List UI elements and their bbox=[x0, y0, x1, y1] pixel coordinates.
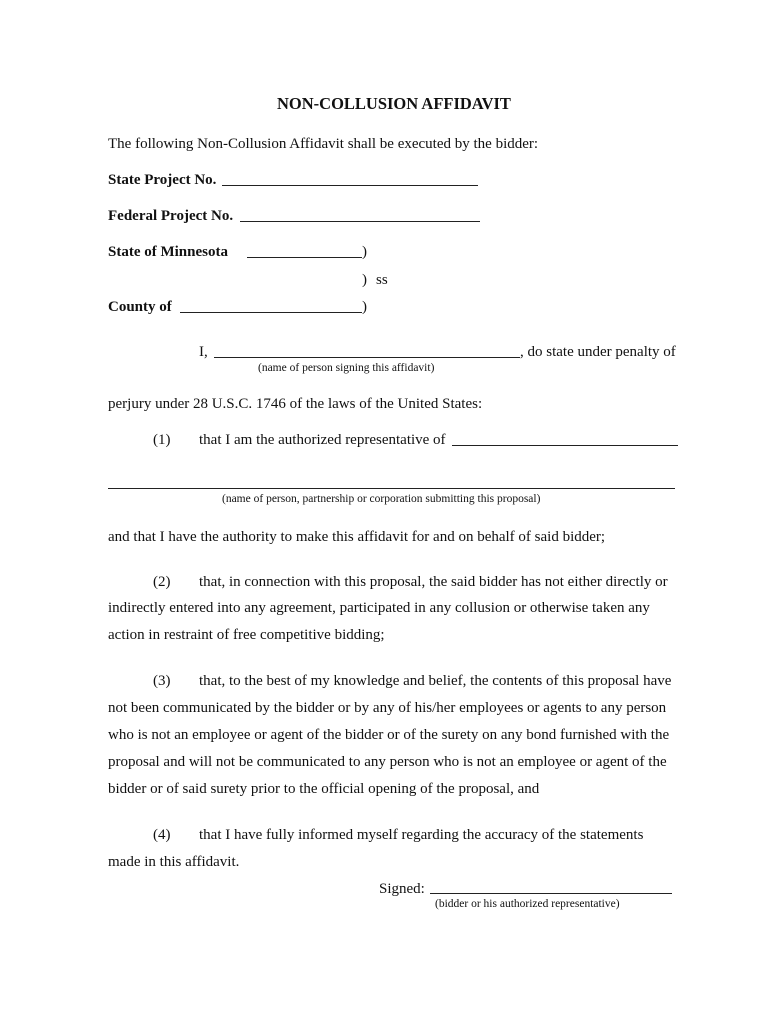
item-3-line-3: who is not an employee or agent of the bidder or of the surety on any bond furnished with the bbox=[108, 727, 670, 743]
representative-input[interactable] bbox=[452, 429, 678, 447]
signed-label: Signed: bbox=[379, 881, 425, 897]
item-3-line-4: proposal and will not be communicated to any person who is not an employee or agent of the bbox=[108, 754, 667, 770]
item-2-line-1: that, in connection with this proposal, the said bidder has not either directly or bbox=[199, 574, 668, 590]
county-label: County of bbox=[108, 299, 172, 315]
item-3-line-1: that, to the best of my knowledge and belief, the contents of this proposal have bbox=[199, 673, 672, 689]
state-label: State of Minnesota bbox=[108, 244, 228, 260]
federal-project-label: Federal Project No. bbox=[108, 208, 234, 224]
item-2-number: (2) bbox=[153, 574, 171, 590]
penalty-text: , do state under penalty of bbox=[520, 344, 676, 360]
item-4-line-1: that I have fully informed myself regarding the accuracy of the statements bbox=[199, 827, 644, 843]
page-title: NON-COLLUSION AFFIDAVIT bbox=[277, 94, 511, 113]
state-project-label: State Project No. bbox=[108, 172, 217, 188]
state-paren: ) bbox=[362, 244, 367, 260]
signer-name-caption: (name of person signing this affidavit) bbox=[258, 362, 435, 374]
item-3-line-2: not been communicated by the bidder or by any of his/her employees or agents to any person bbox=[108, 700, 667, 716]
item-1-number: (1) bbox=[153, 432, 171, 448]
county-input[interactable] bbox=[180, 296, 362, 314]
item-2-line-3: action in restraint of free competitive bidding; bbox=[108, 627, 385, 643]
item-4-line-2: made in this affidavit. bbox=[108, 854, 240, 870]
intro-text: The following Non-Collusion Affidavit shall be executed by the bidder: bbox=[108, 136, 539, 152]
ss-paren: ) bbox=[362, 272, 367, 288]
item-4-number: (4) bbox=[153, 827, 171, 843]
state-project-input[interactable] bbox=[222, 169, 478, 187]
ss-label: ss bbox=[376, 272, 388, 288]
item-1-text: that I am the authorized representative of bbox=[199, 432, 446, 448]
federal-project-input[interactable] bbox=[240, 205, 480, 223]
item-3-number: (3) bbox=[153, 673, 171, 689]
authority-text: and that I have the authority to make this affidavit for and on behalf of said bidder; bbox=[108, 529, 606, 545]
county-paren: ) bbox=[362, 299, 367, 315]
bidder-name-caption: (name of person, partnership or corporation submitting this proposal) bbox=[222, 493, 541, 505]
signature-caption: (bidder or his authorized representative) bbox=[435, 898, 620, 910]
perjury-text: perjury under 28 U.S.C. 1746 of the laws of the United States: bbox=[108, 396, 483, 412]
item-3-line-5: bidder or of said surety prior to the official opening of the proposal, and bbox=[108, 781, 540, 797]
signer-name-input[interactable] bbox=[214, 341, 520, 359]
i-label: I, bbox=[199, 344, 208, 360]
bidder-name-input[interactable] bbox=[108, 472, 675, 490]
state-input[interactable] bbox=[247, 241, 362, 259]
item-2-line-2: indirectly entered into any agreement, participated in any collusion or otherwise taken any bbox=[108, 600, 650, 616]
signature-input[interactable] bbox=[430, 877, 672, 895]
